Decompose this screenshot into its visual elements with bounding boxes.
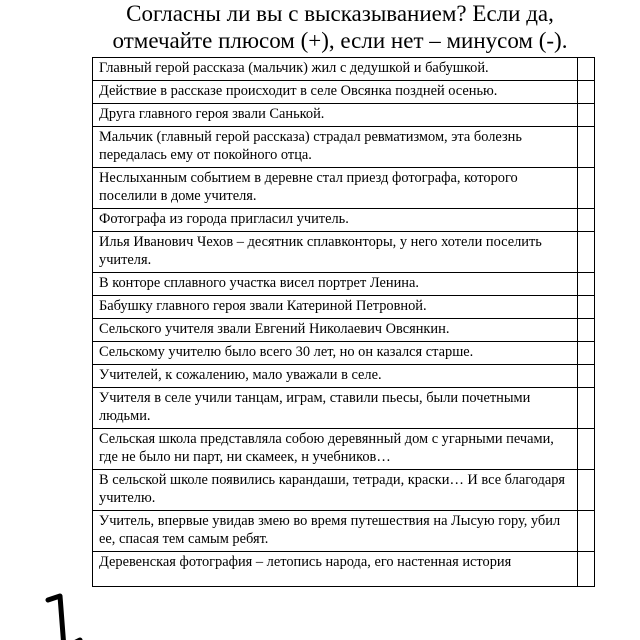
answer-cell[interactable] — [578, 429, 595, 470]
answer-cell[interactable] — [578, 552, 595, 587]
answer-cell[interactable] — [578, 388, 595, 429]
table-row — [93, 319, 595, 342]
statement-text: Друга главного героя звали Санькой. — [93, 104, 578, 127]
statements-table — [92, 57, 595, 587]
statement-text: Мальчик (главный герой рассказа) страдал ревматизмом, эта болезнь передалась ему от покойного отца. — [93, 127, 578, 168]
table-row — [93, 552, 595, 587]
statement-text: Учителя в селе учили танцам, играм, ставили пьесы, были почетными людьми. — [93, 388, 578, 429]
statement-text: Бабушку главного героя звали Катериной Петровной. — [93, 296, 578, 319]
answer-cell[interactable] — [578, 168, 595, 209]
table-row — [93, 81, 595, 104]
table-row — [93, 168, 595, 209]
statement-text: Деревенская фотография – летопись народа, его настенная история — [93, 552, 578, 587]
answer-cell[interactable] — [578, 342, 595, 365]
table-row — [93, 470, 595, 511]
statement-text: Учитель, впервые увидав змею во время путешествия на Лысую гору, убил ее, спасая тем самым ребят. — [93, 511, 578, 552]
instruction-line-2: отмечайте плюсом (+), если нет – минусом (-). — [112, 28, 568, 53]
answer-cell[interactable] — [578, 127, 595, 168]
table-row — [93, 232, 595, 273]
statement-text: Главный герой рассказа (мальчик) жил с дедушкой и бабушкой. — [93, 58, 578, 81]
table-row — [93, 511, 595, 552]
answer-cell[interactable] — [578, 58, 595, 81]
instruction-line-1: Согласны ли вы с высказыванием? Если да, — [126, 1, 554, 26]
answer-cell[interactable] — [578, 81, 595, 104]
table-row — [93, 342, 595, 365]
answer-cell[interactable] — [578, 511, 595, 552]
table-row — [93, 273, 595, 296]
statement-text: Сельская школа представляла собою деревянный дом с угарными печами, где не было ни парт, ни скамеек, н учебников… — [93, 429, 578, 470]
table-row — [93, 388, 595, 429]
answer-cell[interactable] — [578, 209, 595, 232]
table-row — [93, 209, 595, 232]
table-row — [93, 58, 595, 81]
instruction-heading — [0, 0, 640, 54]
table-row — [93, 127, 595, 168]
table-row — [93, 296, 595, 319]
statement-text: Учителей, к сожалению, мало уважали в селе. — [93, 365, 578, 388]
answer-cell[interactable] — [578, 319, 595, 342]
statement-text: Неслыханным событием в деревне стал приезд фотографа, которого поселили в доме учителя. — [93, 168, 578, 209]
answer-cell[interactable] — [578, 273, 595, 296]
table-row — [93, 365, 595, 388]
table-row — [93, 104, 595, 127]
statement-text: В конторе сплавного участка висел портрет Ленина. — [93, 273, 578, 296]
answer-cell[interactable] — [578, 470, 595, 511]
statement-text: Сельскому учителю было всего 30 лет, но он казался старше. — [93, 342, 578, 365]
statement-text: Фотографа из города пригласил учитель. — [93, 209, 578, 232]
statement-text: Илья Иванович Чехов – десятник сплавконторы, у него хотели поселить учителя. — [93, 232, 578, 273]
handwritten-mark-icon — [38, 590, 98, 640]
answer-cell[interactable] — [578, 365, 595, 388]
table-row — [93, 429, 595, 470]
answer-cell[interactable] — [578, 104, 595, 127]
statement-text: В сельской школе появились карандаши, тетради, краски… И все благодаря учителю. — [93, 470, 578, 511]
statement-text: Действие в рассказе происходит в селе Овсянка поздней осенью. — [93, 81, 578, 104]
answer-cell[interactable] — [578, 232, 595, 273]
answer-cell[interactable] — [578, 296, 595, 319]
statement-text: Сельского учителя звали Евгений Николаевич Овсянкин. — [93, 319, 578, 342]
